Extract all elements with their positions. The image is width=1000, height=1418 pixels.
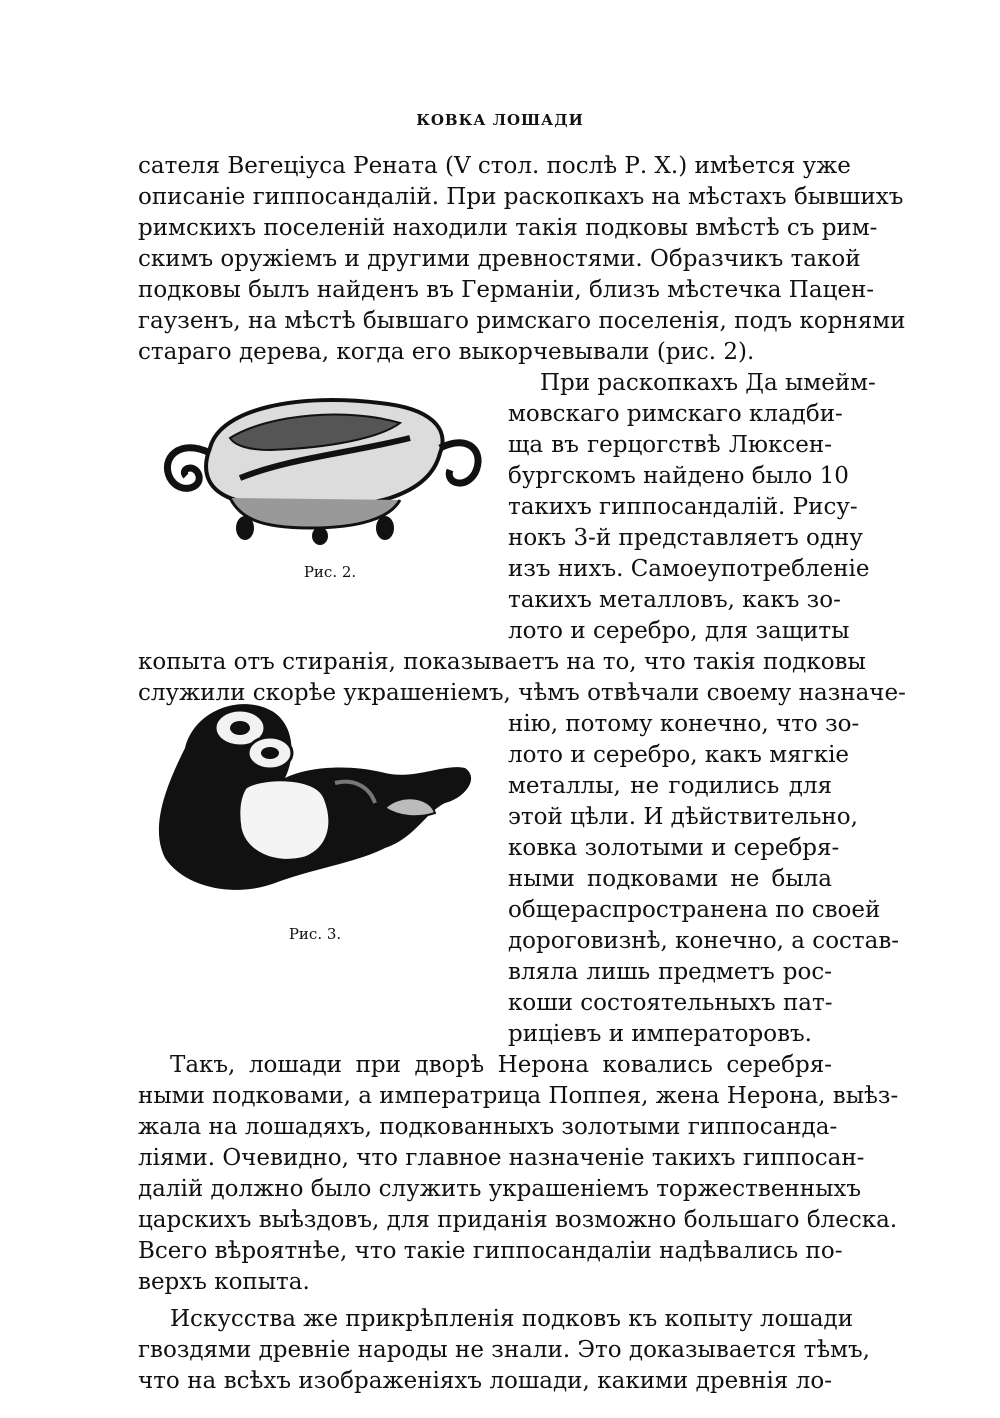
text-line: ными подковами не была xyxy=(508,866,832,892)
text-line: При раскопкахъ Да ымейм- xyxy=(540,370,876,396)
text-line: верхъ копыта. xyxy=(138,1269,310,1295)
figure-2-caption: Рис. 2. xyxy=(303,563,357,581)
text-line: Такъ, лошади при дворѣ Нерона ковались серебря- xyxy=(170,1052,832,1078)
text-line: гаузенъ, на мѣстѣ бывшаго римскаго поселенія, подъ корнями xyxy=(138,308,906,334)
text-line: ковка золотыми и серебря- xyxy=(508,835,840,861)
text-line: изъ нихъ. Самоеупотребленіе xyxy=(508,556,870,582)
text-line: ліями. Очевидно, что главное назначеніе такихъ гиппосан- xyxy=(138,1145,865,1171)
figure-3-caption: Рис. 3. xyxy=(288,925,342,943)
text-line: лото и серебро, какъ мягкіе xyxy=(508,742,850,768)
text-line: римскихъ поселеній находили такія подковы вмѣстѣ съ рим- xyxy=(138,215,878,241)
text-line: такихъ гиппосандалій. Рису- xyxy=(508,494,858,520)
text-line: такихъ металловъ, какъ зо- xyxy=(508,587,841,613)
text-line: бургскомъ найдено было 10 xyxy=(508,463,849,489)
figure-2-hipposandal xyxy=(150,378,490,558)
text-line: дороговизнѣ, конечно, а состав- xyxy=(508,928,900,954)
text-line: вляла лишь предметъ рос- xyxy=(508,959,832,985)
running-header: КОВКА ЛОШАДИ xyxy=(416,111,584,129)
text-line: сателя Вегеціуса Рената (V стол. послѣ Р. Х.) имѣется уже xyxy=(138,153,851,179)
text-line: этой цѣли. И дѣйствительно, xyxy=(508,804,858,830)
text-line: скимъ оружіемъ и другими древностями. Образчикъ такой xyxy=(138,246,861,272)
text-line: ными подковами, а императрица Поппея, жена Нерона, выѣз- xyxy=(138,1083,899,1109)
text-line: царскихъ выѣздовъ, для приданія возможно большаго блеска. xyxy=(138,1207,898,1233)
text-line: мовскаго римскаго кладби- xyxy=(508,401,843,427)
text-line: нокъ 3-й представляетъ одну xyxy=(508,525,863,551)
text-line: что на всѣхъ изображеніяхъ лошади, какими древнія ло- xyxy=(138,1368,832,1394)
text-line: ща въ герцогствѣ Люксен- xyxy=(508,432,832,458)
figure-3-hipposandal xyxy=(145,688,490,908)
text-line: жала на лошадяхъ, подкованныхъ золотыми гиппосанда- xyxy=(138,1114,838,1140)
text-line: риціевъ и императоровъ. xyxy=(508,1021,812,1047)
text-line: описаніе гиппосандалій. При раскопкахъ на мѣстахъ бывшихъ xyxy=(138,184,904,210)
text-line: общераспространена по своей xyxy=(508,897,881,923)
text-line: металлы, не годились для xyxy=(508,773,832,799)
text-line: гвоздями древніе народы не знали. Это доказывается тѣмъ, xyxy=(138,1337,870,1363)
text-line: подковы былъ найденъ въ Германіи, близъ мѣстечка Пацен- xyxy=(138,277,875,303)
text-line: Искусства же прикрѣпленія подковъ къ копыту лошади xyxy=(170,1306,854,1332)
text-line: нію, потому конечно, что зо- xyxy=(508,711,860,737)
hipposandal-illustration xyxy=(150,378,490,558)
text-line: служили скорѣе украшеніемъ, чѣмъ отвѣчали своему назначе- xyxy=(138,680,906,706)
text-line: коши состоятельныхъ пат- xyxy=(508,990,833,1016)
text-line: далій должно было служить украшеніемъ торжественныхъ xyxy=(138,1176,862,1202)
hipposandal-illustration xyxy=(145,688,490,908)
text-line: копыта отъ стиранія, показываетъ на то, что такія подковы xyxy=(138,649,866,675)
text-line: Всего вѣроятнѣе, что такіе гиппосандаліи надѣвались по- xyxy=(138,1238,843,1264)
text-line: стараго дерева, когда его выкорчевывали (рис. 2). xyxy=(138,339,755,365)
text-line: лото и серебро, для защиты xyxy=(508,618,850,644)
